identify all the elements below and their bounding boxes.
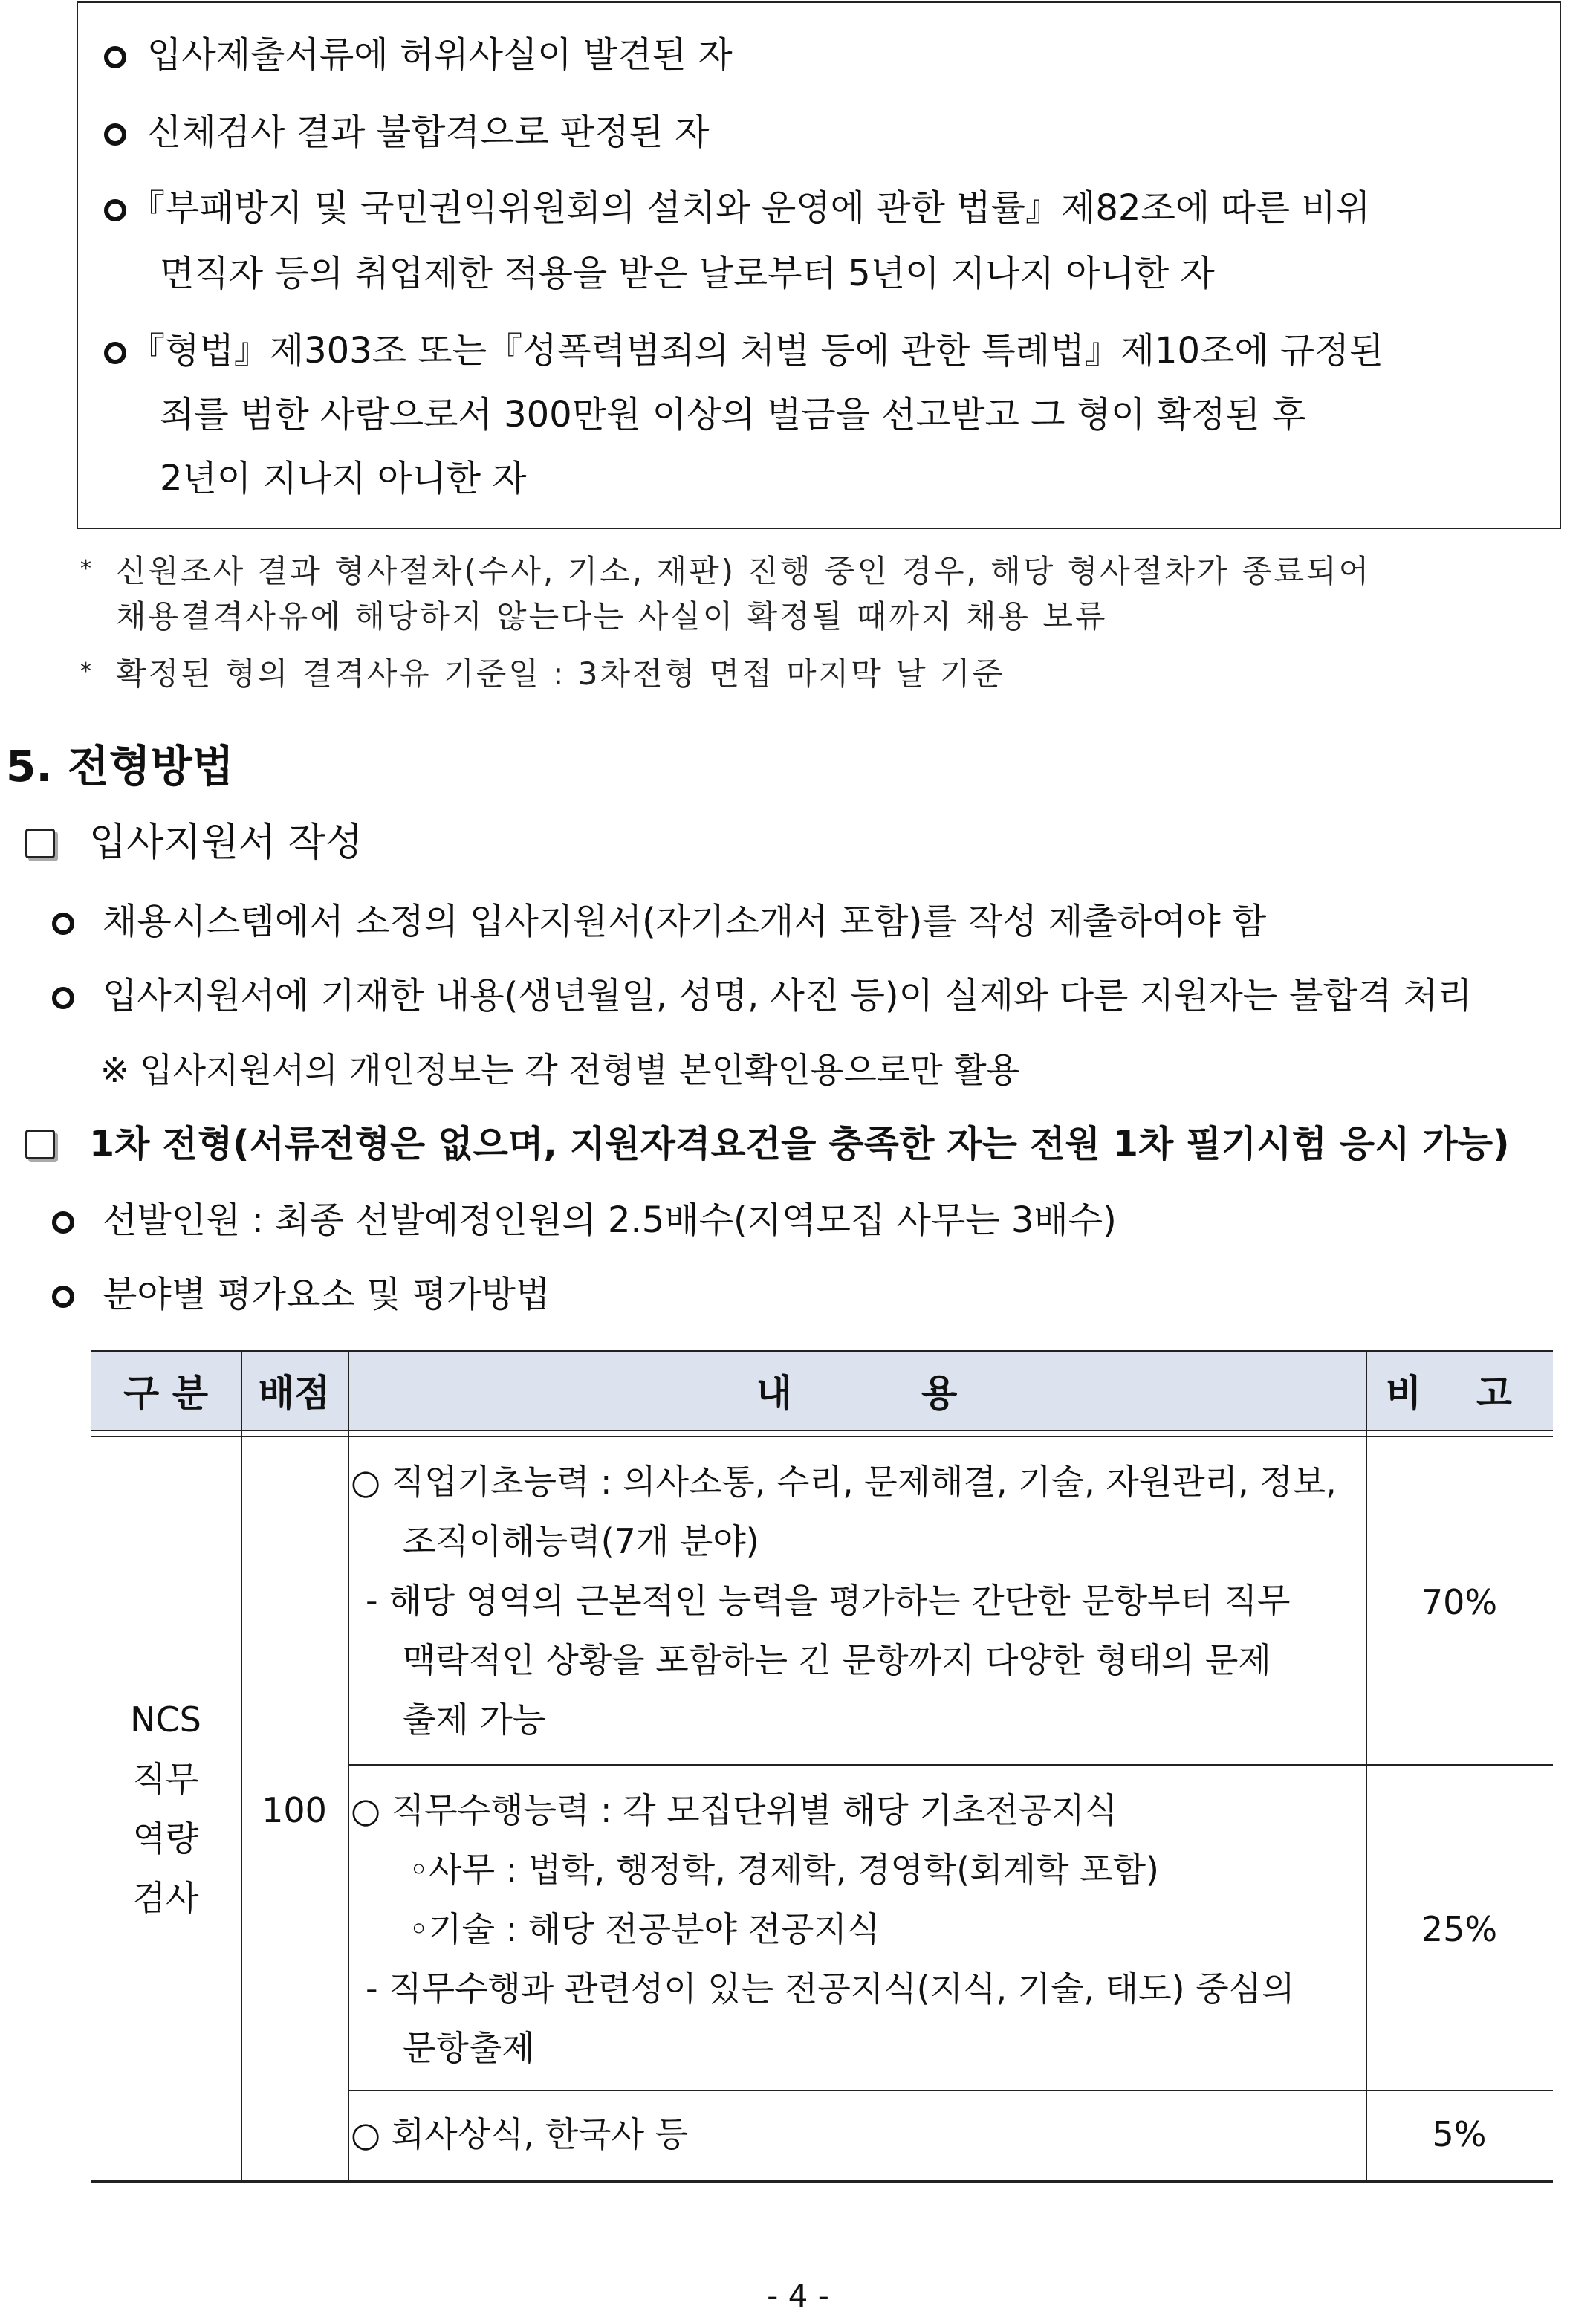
- bullet-circle-icon: [52, 1211, 74, 1234]
- row1-line1: ○ 직업기초능력 : 의사소통, 수리, 문제해결, 기술, 자원관리, 정보,: [351, 1462, 1337, 1502]
- score-cell: 100: [262, 1790, 327, 1830]
- page-number: - 4 -: [767, 2278, 829, 2314]
- header-score: 배점: [258, 1372, 331, 1415]
- bullet-circle-icon: [104, 342, 126, 364]
- row2-line5: 문항출제: [403, 2028, 535, 2068]
- row2-line3: ◦기술 : 해당 전공분야 전공지식: [409, 1909, 880, 1949]
- note-2: * 확정된 형의 결격사유 기준일 : 3차전형 면접 마지막 날 기준: [80, 655, 1005, 692]
- row2-line4: - 직무수행과 관련성이 있는 전공지식(지식, 기술, 태도) 중심의: [366, 1969, 1295, 2009]
- category-cell: NCS 직무 역량 검사: [130, 1700, 201, 1918]
- box-item-4-cont-2: 2년이 지나지 아니한 자: [160, 458, 527, 499]
- row1-line4: 맥락적인 상황을 포함하는 긴 문항까지 다양한 형태의 문제: [403, 1640, 1271, 1680]
- bullet-circle-icon: [52, 913, 74, 935]
- header-border-2: [91, 1436, 1553, 1437]
- subsection-first-round: 1차 전형(서류전형은 없으며, 지원자격요건을 충족한 자는 전원 1차 필기시험 응시 가능): [25, 1121, 1510, 1168]
- box-item-3-cont: 면직자 등의 취업제한 적용을 받은 날로부터 5년이 지나지 아니한 자: [160, 253, 1215, 294]
- box-item-4: 『형법』제303조 또는『성폭력범죄의 처벌 등에 관한 특례법』제10조에 규정된: [104, 328, 1383, 373]
- bullet-circle-icon: [104, 46, 126, 68]
- header-content: 내 용: [756, 1372, 958, 1415]
- box-item-3: 『부패방지 및 국민권익위원회의 설치와 운영에 관한 법률』제82조에 따른 비위: [104, 186, 1370, 230]
- row-divider-1: [348, 1764, 1553, 1766]
- subsection-application: 입사지원서 작성: [25, 819, 363, 866]
- application-reference: ※ 입사지원서의 개인정보는 각 전형별 본인확인용으로만 활용: [100, 1050, 1020, 1090]
- first-round-item-2: 분야별 평가요소 및 평가방법: [52, 1272, 550, 1317]
- bullet-circle-icon: [52, 1286, 74, 1308]
- row1-note: 70%: [1421, 1582, 1498, 1622]
- row3-note: 5%: [1432, 2114, 1487, 2154]
- note-1: * 신원조사 결과 형사절차(수사, 기소, 재판) 진행 중인 경우, 해당 형사절차가 종료되어: [80, 553, 1372, 589]
- box-item-4-cont-1: 죄를 범한 사람으로서 300만원 이상의 벌금을 선고받고 그 형이 확정된 후: [160, 394, 1306, 435]
- application-item-1: 채용시스템에서 소정의 입사지원서(자기소개서 포함)를 작성 제출하여야 함: [52, 899, 1266, 944]
- first-round-item-1: 선발인원 : 최종 선발예정인원의 2.5배수(지역모집 사무는 3배수): [52, 1198, 1117, 1243]
- bullet-circle-icon: [104, 199, 126, 221]
- table-bottom-border: [91, 2180, 1553, 2183]
- evaluation-table: [91, 1350, 1553, 2183]
- bullet-circle-icon: [104, 123, 126, 146]
- header-category: 구 분: [123, 1372, 208, 1415]
- row1-line2: 조직이해능력(7개 분야): [403, 1521, 759, 1561]
- col-divider-3: [1366, 1350, 1367, 2182]
- application-item-2: 입사지원서에 기재한 내용(생년월일, 성명, 사진 등)이 실제와 다른 지원자는 불합격 처리: [52, 973, 1472, 1018]
- row2-note: 25%: [1421, 1909, 1498, 1949]
- box-item-1: 입사제출서류에 허위사실이 발견된 자: [104, 33, 733, 77]
- checkbox-square-icon: [25, 829, 55, 858]
- row1-line5: 출제 가능: [403, 1700, 546, 1740]
- col-divider-2: [348, 1350, 349, 2182]
- col-divider-1: [241, 1350, 242, 2182]
- header-note: 비 고: [1385, 1372, 1533, 1415]
- bullet-circle-icon: [52, 987, 74, 1009]
- row3-line1: ○ 회사상식, 한국사 등: [351, 2114, 689, 2154]
- row-divider-2: [348, 2090, 1553, 2091]
- row2-line1: ○ 직무수행능력 : 각 모집단위별 해당 기초전공지식: [351, 1790, 1118, 1830]
- section-title: 5. 전형방법: [6, 741, 234, 791]
- row2-line2: ◦사무 : 법학, 행정학, 경제학, 경영학(회계학 포함): [409, 1850, 1159, 1890]
- checkbox-square-icon: [25, 1130, 55, 1159]
- note-1-cont: 채용결격사유에 해당하지 않는다는 사실이 확정될 때까지 채용 보류: [116, 598, 1108, 635]
- box-item-2: 신체검사 결과 불합격으로 판정된 자: [104, 110, 710, 155]
- row1-line3: - 해당 영역의 근본적인 능력을 평가하는 간단한 문항부터 직무: [366, 1581, 1291, 1621]
